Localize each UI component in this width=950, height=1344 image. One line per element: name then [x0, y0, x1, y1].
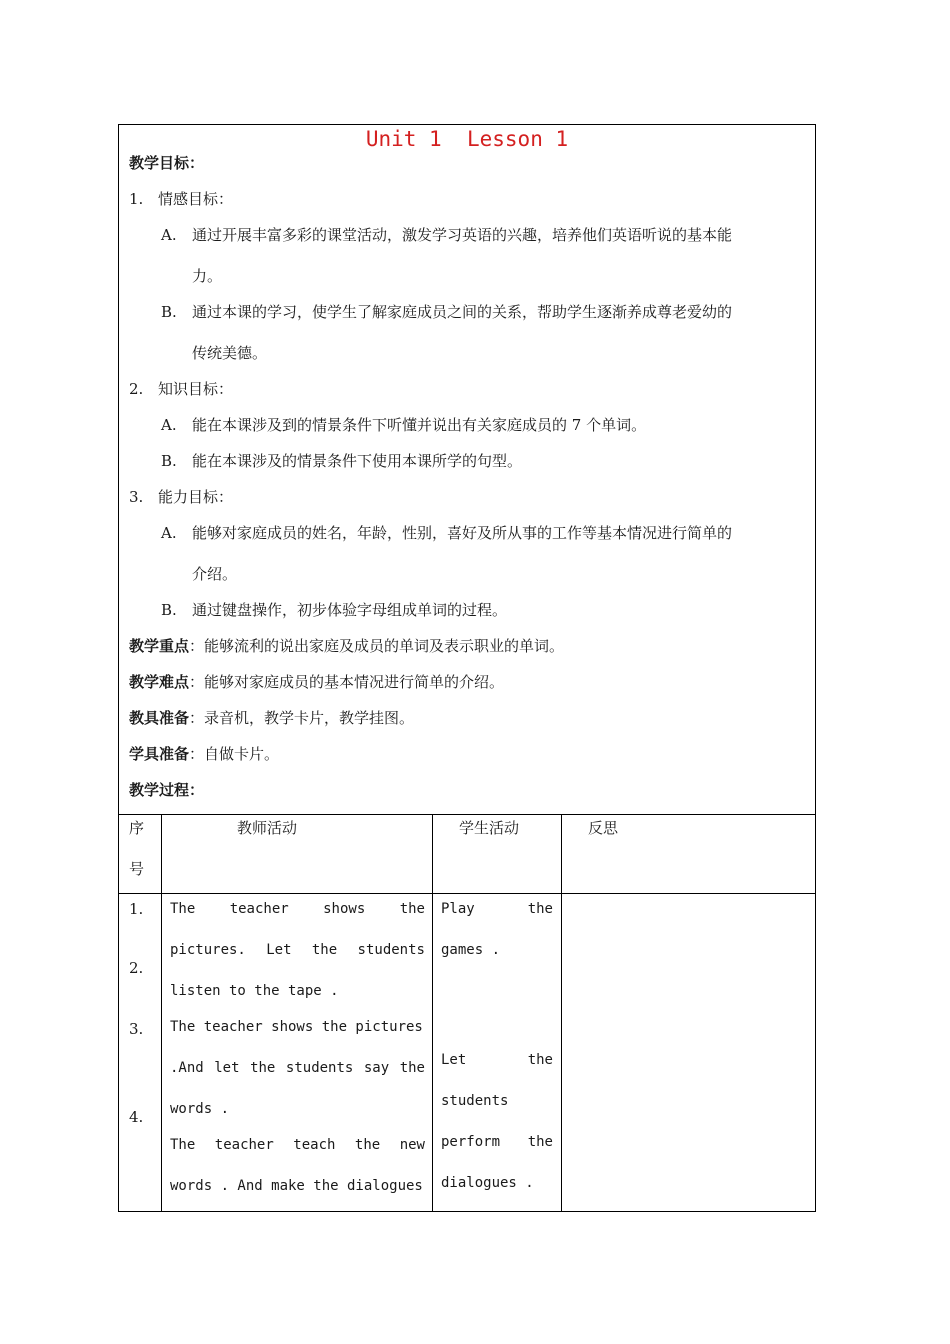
student-activity-line	[441, 1049, 553, 1071]
teacher-activity-line	[170, 1134, 425, 1156]
objective-number: 2.	[129, 380, 144, 398]
student-activity-word: the	[527, 1134, 553, 1150]
teacher-activity-line	[170, 1057, 425, 1079]
student-activity-word: Let	[441, 1052, 467, 1068]
teacher-activity-line	[170, 898, 425, 920]
teacher-activity-word: the	[399, 1060, 425, 1076]
teacher-activity-line	[170, 939, 425, 961]
teacher-activity-line	[170, 1175, 425, 1197]
teacher-activity-word: listen to the tape .	[170, 983, 339, 999]
teacher-activity-word: .And	[170, 1060, 204, 1076]
teacher-materials-text: ：录音机，教学卡片，教学挂图。	[189, 709, 415, 727]
objective-item-letter: A.	[161, 524, 177, 542]
process-heading: 教学过程：	[129, 781, 205, 799]
teacher-activity-word: let	[214, 1060, 240, 1076]
difficulties-label: 教学难点	[129, 673, 190, 691]
teacher-activity-word: The teacher shows the pictures	[170, 1019, 423, 1035]
student-materials-label: 学具准备	[129, 745, 190, 763]
col-divider-2	[432, 814, 433, 1212]
teacher-activity-word: teach	[293, 1137, 336, 1153]
teacher-materials-line	[129, 707, 414, 729]
teacher-materials-label: 教具准备	[129, 709, 190, 727]
header-seq-2: 号	[129, 860, 145, 878]
objective-item-text: 能在本课涉及的情景条件下使用本课所学的句型。	[192, 452, 523, 470]
objective-category	[129, 486, 233, 508]
student-activity-line	[441, 898, 553, 920]
row-number: 2.	[129, 959, 144, 977]
objective-number: 1.	[129, 190, 144, 208]
row-number: 4.	[129, 1108, 144, 1126]
col-divider-3	[561, 814, 562, 1212]
student-activity-word: dialogues .	[441, 1175, 534, 1191]
header-teacher-activity: 教师活动	[237, 819, 298, 837]
student-activity-line	[441, 1131, 553, 1153]
teacher-activity-line	[170, 980, 425, 1002]
student-activity-line	[441, 939, 553, 961]
student-activity-word: the	[527, 1052, 553, 1068]
table-top-border	[119, 814, 815, 815]
teacher-activity-word: teacher	[214, 1137, 274, 1153]
student-materials-line	[129, 743, 279, 765]
teacher-activity-word: the	[399, 901, 425, 917]
difficulties-line	[129, 671, 504, 693]
objective-item-text: 传统美德。	[192, 344, 268, 362]
objective-label: 知识目标：	[158, 380, 234, 398]
objective-item-text: 能在本课涉及到的情景条件下听懂并说出有关家庭成员的 7 个单词。	[192, 416, 647, 434]
teacher-activity-word: The	[170, 901, 196, 917]
objective-item-text: 通过键盘操作，初步体验字母组成单词的过程。	[192, 601, 508, 619]
teacher-activity-word: pictures.	[170, 942, 246, 958]
teacher-activity-line	[170, 1016, 425, 1038]
objective-label: 情感目标：	[158, 190, 234, 208]
key-points-text: ：能够流利的说出家庭及成员的单词及表示职业的单词。	[189, 637, 565, 655]
teacher-activity-word: The	[170, 1137, 196, 1153]
objective-item-letter: A.	[161, 416, 177, 434]
page-title: Unit 1 Lesson 1	[365, 127, 569, 151]
objective-item-text: 通过本课的学习，使学生了解家庭成员之间的关系，帮助学生逐渐养成尊老爱幼的	[192, 303, 733, 321]
teacher-activity-word: teacher	[229, 901, 289, 917]
student-activity-word: students	[441, 1093, 509, 1109]
student-activity-word: the	[527, 901, 553, 917]
student-activity-word: games .	[441, 942, 501, 958]
header-reflection: 反思	[588, 819, 619, 837]
teacher-activity-word: students	[285, 1060, 354, 1076]
objective-item-letter: A.	[161, 226, 177, 244]
objective-item-letter: B.	[161, 601, 177, 619]
teacher-activity-word: students	[357, 942, 425, 958]
objective-item-letter: B.	[161, 452, 177, 470]
student-activity-line	[441, 1172, 553, 1194]
difficulties-text: ：能够对家庭成员的基本情况进行简单的介绍。	[189, 673, 505, 691]
objective-item-letter: B.	[161, 303, 177, 321]
header-student-activity: 学生活动	[459, 819, 520, 837]
objective-category	[129, 378, 233, 400]
teacher-activity-line	[170, 1098, 425, 1120]
objective-category	[129, 188, 233, 210]
teacher-activity-word: words .	[170, 1101, 230, 1117]
teacher-activity-word: new	[399, 1137, 425, 1153]
student-activity-line	[441, 1090, 553, 1112]
objective-item-text: 通过开展丰富多彩的课堂活动，激发学习英语的兴趣，培养他们英语听说的基本能	[192, 226, 733, 244]
key-points-label: 教学重点	[129, 637, 190, 655]
teacher-activity-word: the	[354, 1137, 381, 1153]
key-points-line	[129, 635, 564, 657]
objective-item-text: 力。	[192, 267, 223, 285]
col-divider-1	[161, 814, 162, 1212]
lesson-plan-frame	[118, 124, 816, 1212]
teacher-activity-word: the	[250, 1060, 276, 1076]
header-seq-1: 序	[129, 819, 145, 837]
teacher-activity-word: Let	[266, 942, 292, 958]
teacher-activity-word: words . And make the dialogues	[170, 1178, 423, 1194]
table-header-divider	[119, 893, 815, 894]
row-number: 1.	[129, 900, 144, 918]
student-activity-word: perform	[441, 1134, 501, 1150]
objectives-heading: 教学目标：	[129, 154, 205, 172]
student-materials-text: ：自做卡片。	[189, 745, 280, 763]
teacher-activity-word: say	[363, 1060, 390, 1076]
teacher-activity-word: shows	[323, 901, 366, 917]
student-activity-word: Play	[441, 901, 475, 917]
objective-item-text: 能够对家庭成员的姓名，年龄，性别，喜好及所从事的工作等基本情况进行简单的	[192, 524, 733, 542]
objective-label: 能力目标：	[158, 488, 234, 506]
teacher-activity-word: the	[311, 942, 338, 958]
objective-number: 3.	[129, 488, 144, 506]
row-number: 3.	[129, 1020, 144, 1038]
objective-item-text: 介绍。	[192, 565, 238, 583]
